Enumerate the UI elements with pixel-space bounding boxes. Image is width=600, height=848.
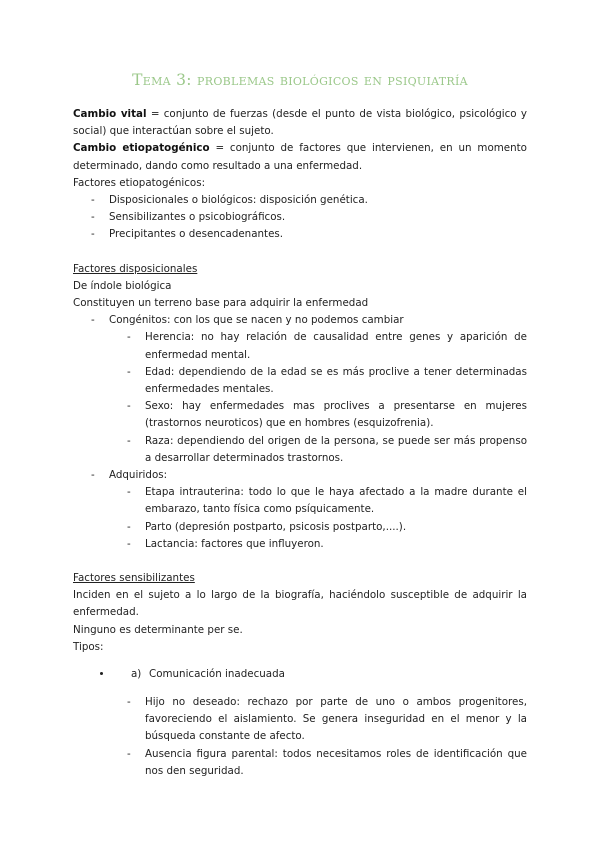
dash-bullet-icon: -: [127, 537, 131, 550]
cambio-vital-term: Cambio vital: [73, 108, 147, 120]
list-item: - Herencia: no hay relación de causalidad entre genes y aparición de enfermedad mental.: [127, 331, 527, 361]
spacer: [73, 244, 527, 261]
dash-bullet-icon: -: [127, 747, 131, 760]
list-item: - Disposicionales o biológicos: disposición genética.: [73, 192, 527, 209]
sensibilizantes-line1: Inciden en el sujeto a lo largo de la biografía, haciéndolo susceptible de adquirir la enfermedad.: [73, 589, 527, 619]
dash-bullet-icon: -: [127, 486, 131, 499]
tipos-label: Tipos:: [73, 640, 104, 653]
disposicionales-line2: Constituyen un terreno base para adquirir la enfermedad: [73, 297, 369, 310]
tipos-list: [73, 666, 527, 683]
congenitos-list: [73, 329, 527, 467]
sensibilizantes-heading: Factores sensibilizantes: [73, 572, 195, 585]
list-item: - Hijo no deseado: rechazo por parte de uno o ambos progenitores, favoreciendo el aislamiento. Se genera inseguridad en el menor y la búsqueda constante de afecto.: [127, 695, 527, 743]
adquiridos-wrapper: [73, 467, 527, 484]
list-item-comunicacion: • a) Comunicación inadecuada: [113, 666, 527, 683]
list-marker: • a): [131, 668, 142, 681]
disposicionales-heading: Factores disposicionales: [73, 262, 198, 275]
list-item: - Precipitantes o desencadenantes.: [73, 226, 527, 243]
cambio-vital-definition: = conjunto de fuerzas (desde el punto de vista biológico, psicológico y social) que interactúan sobre el sujeto.: [73, 108, 528, 138]
list-item-adquiridos: - Adquiridos:: [73, 467, 527, 484]
cambio-etio-paragraph: [73, 140, 527, 174]
factores-heading: Factores etiopatogénicos:: [73, 176, 206, 189]
list-item: - Edad: dependiendo de la edad se es más proclive a tener determinadas enfermedades mentales.: [127, 365, 527, 396]
cambio-etio-definition: = conjunto de factores que intervienen, en un momento determinado, dando como resultado a una enfermedad.: [73, 142, 527, 172]
dash-bullet-icon: -: [127, 400, 131, 413]
disposicionales-line1: De índole biológica: [73, 279, 172, 292]
page-title: Tema 3: problemas biológicos en psiquiatría: [132, 71, 468, 89]
cambio-vital-paragraph: [73, 106, 527, 140]
list-item: - Etapa intrauterina: todo lo que le haya afectado a la madre durante el embarazo, tanto física como psíquicamente.: [127, 486, 527, 516]
factores-list: [73, 192, 527, 244]
dash-bullet-icon: -: [91, 469, 95, 482]
list-item: - Raza: dependiendo del origen de la persona, se puede ser más propenso a desarrollar determinados trastornos.: [127, 434, 527, 464]
spacer: [73, 553, 527, 570]
dash-bullet-icon: -: [91, 194, 95, 207]
dash-bullet-icon: -: [91, 314, 95, 327]
list-item: - Parto (depresión postparto, psicosis postparto,....).: [73, 519, 527, 536]
dash-bullet-icon: -: [91, 228, 95, 241]
list-item: - Ausencia figura parental: todos necesitamos roles de identificación que nos den seguridad.: [127, 747, 527, 777]
comunicacion-list: [73, 694, 527, 780]
list-item: - Sensibilizantes o psicobiográficos.: [73, 209, 527, 226]
list-item: - Lactancia: factores que influyeron.: [73, 536, 527, 553]
cambio-etio-term: Cambio etiopatogénico: [73, 142, 210, 155]
dash-bullet-icon: -: [91, 211, 95, 224]
list-item: - Sexo: hay enfermedades mas proclives a presentarse en mujeres (trastornos neuroticos) que en hombres (esquizofrenia).: [127, 400, 527, 430]
sensibilizantes-line2: Ninguno es determinante per se.: [73, 623, 243, 636]
dash-bullet-icon: -: [127, 331, 131, 344]
dash-bullet-icon: -: [127, 695, 131, 708]
adquiridos-list: [73, 484, 527, 553]
dash-bullet-icon: -: [127, 365, 131, 378]
list-item-congenitos: - Congénitos: con los que se nacen y no podemos cambiar: [73, 312, 527, 329]
dash-bullet-icon: -: [127, 520, 131, 533]
dash-bullet-icon: -: [127, 434, 131, 447]
disposicionales-list: [73, 312, 527, 329]
